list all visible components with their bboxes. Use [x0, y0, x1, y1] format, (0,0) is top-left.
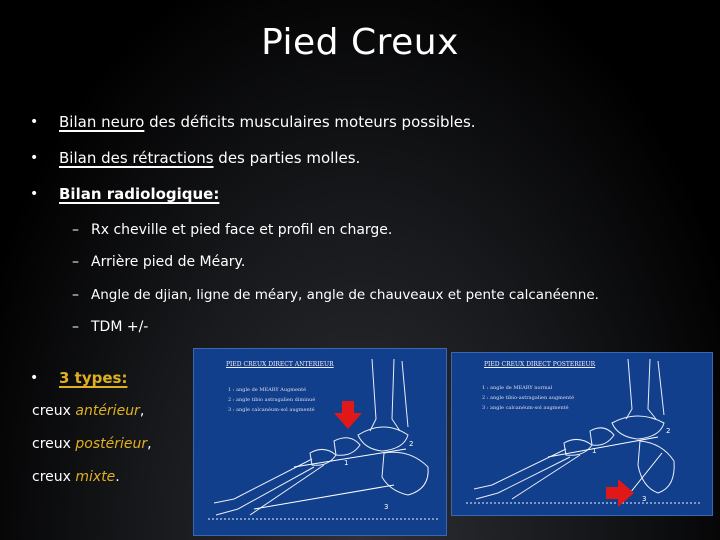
angle-label: 3	[384, 503, 389, 511]
sub-item-arriere-pied: Arrière pied de Méary.	[91, 254, 246, 270]
type-creux-anterieur	[32, 403, 144, 419]
sub-item-rx: Rx cheville et pied face et profil en charge.	[91, 222, 393, 238]
type-word: mixte	[75, 469, 116, 485]
type-suffix: ,	[147, 436, 152, 452]
foot-xray-drawing	[194, 349, 447, 536]
dash-marker: –	[72, 222, 79, 238]
red-arrow-down-icon	[334, 401, 362, 429]
bullet-bilan-retractions	[59, 149, 360, 167]
legend-line: 1 : angle de MEARY normal	[482, 385, 553, 391]
angle-label: 3	[642, 495, 647, 503]
figure-title: PIED CREUX DIRECT ANTERIEUR	[226, 361, 334, 368]
angle-label: 1	[592, 447, 597, 455]
type-suffix: .	[115, 469, 120, 485]
slide-title: Pied Creux	[261, 22, 459, 63]
bullet-marker: •	[30, 150, 39, 166]
figure-creux-anterieur	[193, 348, 447, 536]
types-heading-text: 3 types:	[59, 369, 128, 387]
angle-label: 1	[344, 459, 349, 467]
figure-creux-posterieur	[451, 352, 713, 516]
type-suffix: ,	[139, 403, 145, 419]
bullet-bold-text: Bilan des rétractions	[59, 149, 214, 167]
legend-line: 1 : angle de MEARY Augmenté	[228, 387, 307, 393]
bullet-marker: •	[30, 186, 39, 202]
types-heading	[59, 369, 127, 387]
figure-title: PIED CREUX DIRECT POSTERIEUR	[484, 361, 596, 368]
dash-marker: –	[72, 287, 79, 303]
bullet-rest-text: des parties molles.	[213, 149, 361, 167]
legend-line: 3 : angle calcanéum-sol augmenté	[228, 407, 315, 413]
bullet-bilan-neuro	[59, 113, 476, 131]
type-prefix: creux	[32, 403, 76, 419]
angle-label: 2	[409, 440, 414, 448]
dash-marker: –	[72, 319, 79, 335]
bullet-bilan-radiologique	[59, 185, 219, 203]
bullet-bold-text: Bilan neuro	[59, 113, 145, 131]
type-prefix: creux	[32, 469, 76, 485]
sub-item-angles: Angle de djian, ligne de méary, angle de chauveaux et pente calcanéenne.	[91, 287, 599, 303]
dash-marker: –	[72, 254, 79, 270]
foot-xray-drawing	[452, 353, 713, 516]
bullet-marker: •	[30, 370, 39, 386]
type-creux-posterieur	[32, 436, 152, 452]
bullet-bold-text: Bilan radiologique:	[59, 185, 220, 203]
legend-line: 2 : angle tibio-astragalien augmenté	[482, 395, 575, 401]
legend-line: 2 : angle tibio astragalien diminué	[228, 397, 316, 403]
type-word: postérieur	[75, 436, 148, 452]
sub-item-tdm: TDM +/-	[91, 319, 149, 335]
type-word: antérieur	[75, 403, 140, 419]
bullet-marker: •	[30, 114, 39, 130]
type-prefix: creux	[32, 436, 76, 452]
type-creux-mixte	[32, 469, 120, 485]
bullet-rest-text: des déficits musculaires moteurs possibles.	[144, 113, 476, 131]
angle-label: 2	[666, 427, 671, 435]
legend-line: 3 : angle calcanéum-sol augmenté	[482, 405, 569, 411]
